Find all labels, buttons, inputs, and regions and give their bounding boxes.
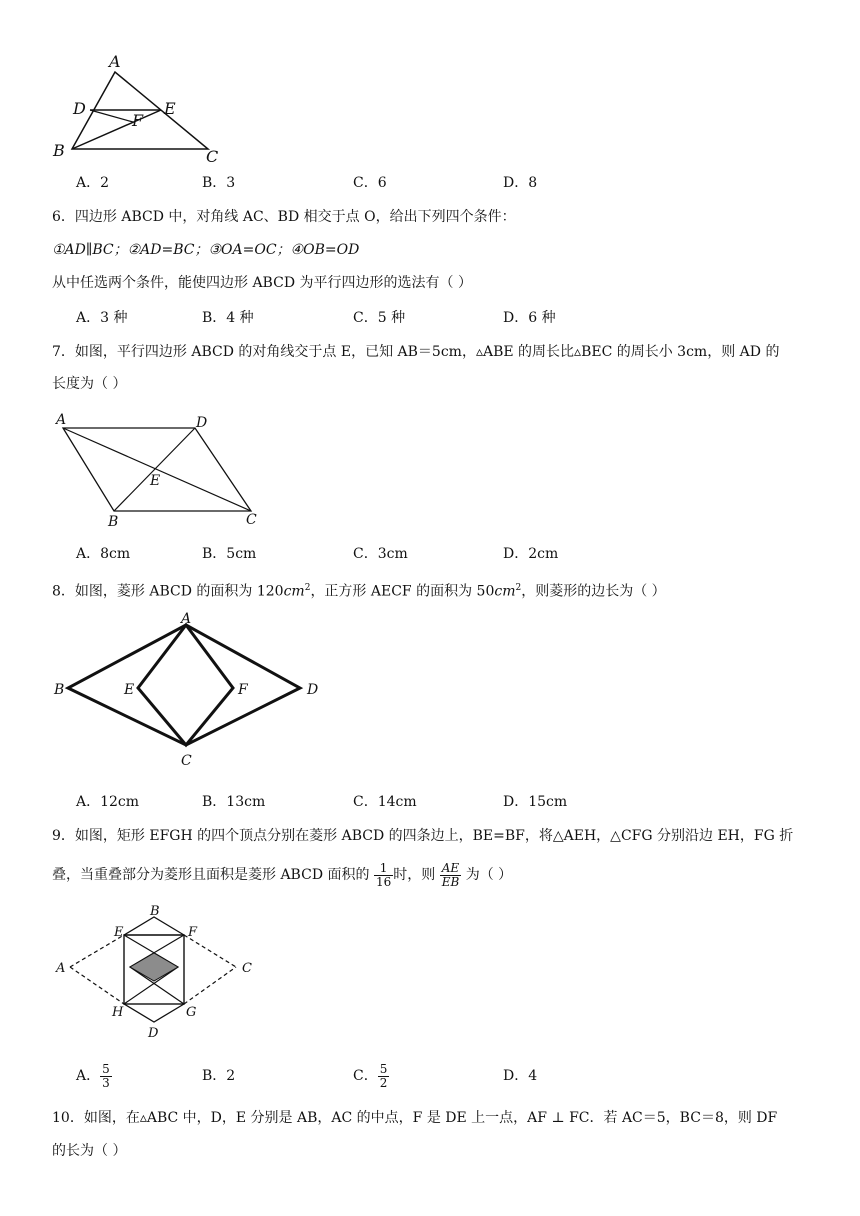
q8-option-a[interactable]: A．12cm — [76, 794, 140, 810]
q9-label-f: F — [188, 925, 198, 940]
q8-label-e: E — [124, 682, 135, 698]
q9-label-a: A — [56, 961, 66, 976]
q6-option-a[interactable]: A．3 种 — [76, 310, 128, 326]
q5-option-d[interactable]: D．8 — [503, 175, 538, 191]
q9-frac1-den: 16 — [375, 874, 392, 889]
q8-option-d[interactable]: D．15cm — [503, 794, 568, 810]
q10-stem-line2: 的长为（ ） — [52, 1143, 127, 1159]
q5-label-a: A — [109, 52, 121, 71]
q9-label-e: E — [114, 925, 124, 940]
q9-option-c[interactable] — [353, 1056, 389, 1096]
q8-label-d: D — [307, 682, 319, 698]
q9-rhombus-rectangle-figure — [48, 903, 268, 1043]
q6-option-d[interactable]: D．6 种 — [503, 310, 556, 326]
q9-option-c-den: 2 — [379, 1075, 388, 1090]
q7-label-b: B — [108, 514, 119, 530]
q9-label-b: B — [150, 904, 160, 919]
q7-option-c[interactable]: C．3cm — [353, 546, 408, 562]
q9-overlap-rhombus — [130, 953, 178, 981]
q5-label-f: F — [132, 111, 144, 130]
q8-option-c[interactable]: C．14cm — [353, 794, 417, 810]
q8-label-c: C — [181, 753, 192, 769]
q9-label-g: G — [186, 1005, 197, 1020]
q9-stem-line1: 9．如图，矩形 EFGH 的四个顶点分别在菱形 ABCD 的四条边上，BE=BF，将△AEH，△CFG 分别沿边 EH，FG 折 — [52, 828, 794, 844]
q5-label-b: B — [53, 141, 65, 160]
q9-option-a-fraction — [100, 1063, 112, 1090]
q8-unit-sup-1: 2 — [304, 583, 311, 593]
q7-label-d: D — [196, 415, 208, 431]
q9-fraction-one-sixteenth — [374, 862, 393, 889]
q6-stem-line1: 6．四边形 ABCD 中，对角线 AC、BD 相交于点 O，给出下列四个条件： — [52, 209, 516, 225]
q5-label-e: E — [164, 99, 176, 118]
q9-frac1-num: 1 — [374, 862, 393, 876]
q9-dashed-gc — [184, 967, 236, 1004]
q8-unit-1: cm — [283, 583, 305, 600]
q5-option-a[interactable]: A．2 — [76, 175, 110, 191]
q7-option-b[interactable]: B．5cm — [202, 546, 257, 562]
q8-rhombus-figure — [48, 610, 338, 775]
q9-option-d[interactable]: D．4 — [503, 1068, 538, 1084]
q5-label-c: C — [206, 147, 219, 166]
q9-option-a[interactable] — [76, 1056, 112, 1096]
q8-stem-part3: ，则菱形的边长为（ ） — [521, 583, 666, 600]
q7-stem-line1: 7．如图，平行四边形 ABCD 的对角线交于点 E，已知 AB＝5cm，▵ABE 的周长比▵BEC 的周长小 3cm，则 AD 的 — [52, 344, 780, 360]
q9-stem-part3: 为（ ） — [465, 867, 513, 883]
q9-stem-part1: 叠，当重叠部分为菱形且面积是菱形 ABCD 面积的 — [52, 867, 370, 883]
q7-option-d[interactable]: D．2cm — [503, 546, 559, 562]
q9-dashed-ah — [70, 967, 124, 1004]
q9-label-c: C — [242, 961, 252, 976]
q7-parallelogram-figure — [48, 408, 278, 533]
q9-option-c-fraction — [378, 1063, 390, 1090]
q7-stem-line2: 长度为（ ） — [52, 376, 127, 392]
q9-option-a-prefix: A． — [76, 1068, 101, 1084]
q10-stem-line1: 10．如图，在▵ABC 中，D，E 分别是 AB，AC 的中点，F 是 DE 上一点，AF ⊥ FC．若 AC＝5，BC＝8，则 DF — [52, 1110, 778, 1126]
q7-diagonal-bd — [114, 428, 195, 511]
q8-label-a: A — [181, 611, 192, 627]
q6-option-c[interactable]: C．5 种 — [353, 310, 406, 326]
q7-option-a[interactable]: A．8cm — [76, 546, 131, 562]
q9-option-c-prefix: C． — [353, 1068, 378, 1084]
q9-option-a-num: 5 — [102, 1061, 110, 1076]
q9-fraction-ae-eb — [440, 862, 462, 889]
q9-stem-line2 — [52, 856, 512, 894]
q5-segment-df — [90, 110, 133, 122]
q8-unit-2: cm — [494, 583, 516, 600]
q9-label-d: D — [148, 1026, 159, 1041]
q9-frac2-den: EB — [441, 874, 460, 889]
q5-triangle-figure — [48, 52, 228, 167]
q6-stem-line3: 从中任选两个条件，能使四边形 ABCD 为平行四边形的选法有（ ） — [52, 275, 472, 291]
q9-label-h: H — [112, 1005, 124, 1020]
q6-option-b[interactable]: B．4 种 — [202, 310, 254, 326]
q7-label-e: E — [150, 473, 161, 489]
q8-unit-sup-2: 2 — [515, 583, 522, 593]
q9-edges-ebf — [124, 917, 184, 935]
q8-stem-line1 — [52, 578, 666, 602]
q5-option-b[interactable]: B．3 — [202, 175, 236, 191]
q5-option-c[interactable]: C．6 — [353, 175, 387, 191]
q8-stem-part1: 8．如图，菱形 ABCD 的面积为 120 — [52, 583, 284, 600]
q7-label-c: C — [246, 512, 257, 528]
q8-label-f: F — [238, 682, 248, 698]
q9-stem-part2: 时，则 — [393, 867, 436, 883]
q7-label-a: A — [56, 412, 67, 428]
q6-conditions: ①AD∥BC；②AD=BC；③OA=OC；④OB=OD — [52, 242, 360, 258]
q5-label-d: D — [73, 99, 86, 118]
q8-stem-part2: ，正方形 AECF 的面积为 50 — [310, 583, 495, 600]
q8-rhombus-abcd — [68, 625, 300, 745]
q8-option-b[interactable]: B．13cm — [202, 794, 266, 810]
q9-edges-hdg — [124, 1004, 184, 1022]
q9-option-c-num: 5 — [379, 1061, 388, 1076]
q9-frac2-num: AE — [440, 862, 462, 876]
q9-option-a-den: 3 — [102, 1075, 110, 1090]
q9-option-b[interactable]: B．2 — [202, 1068, 236, 1084]
q8-label-b: B — [54, 682, 65, 698]
